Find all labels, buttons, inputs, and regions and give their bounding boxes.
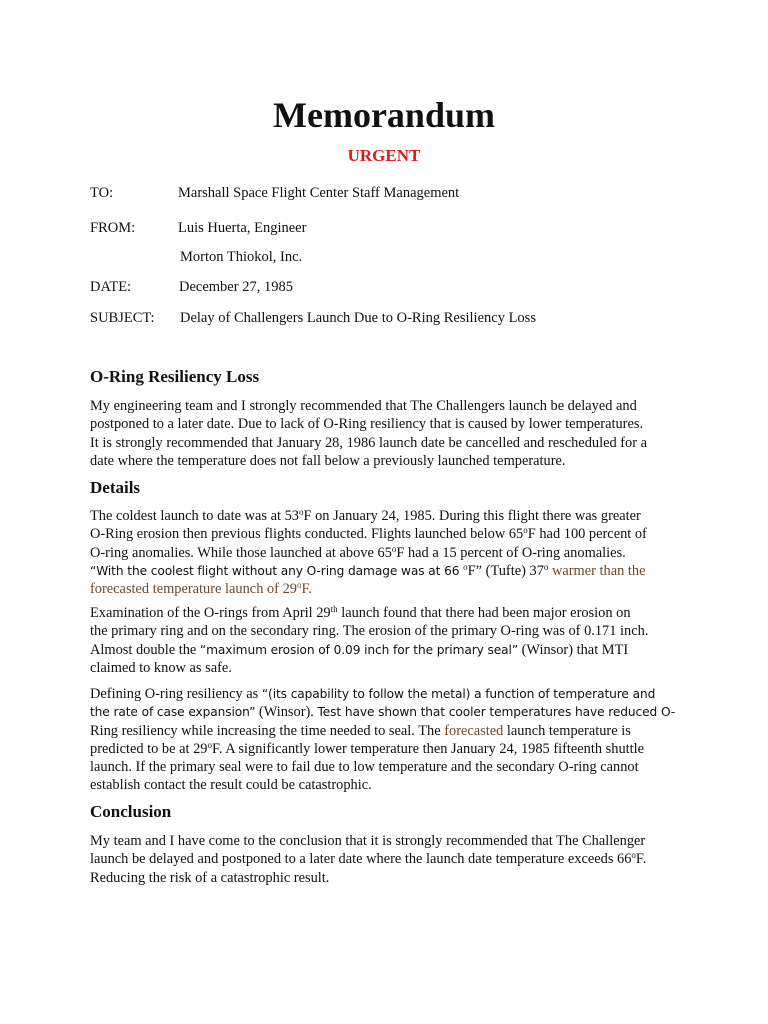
paragraph-line: Almost double the “maximum erosion of 0.09 inch for the primary seal” (Winsor) that MTI: [90, 641, 629, 658]
section-heading-conclusion: Conclusion: [90, 802, 172, 821]
paragraph-line: O-ring anomalies. While those launched at above 65$^o$F had a 15 percent of O-ring anomalies.: [90, 543, 626, 561]
details-paragraph-1: [90, 507, 682, 598]
document-title: Memorandum: [273, 95, 495, 135]
paragraph-line: forecasted temperature launch of 29$^o$F.: [90, 580, 312, 598]
paragraph-line: postponed to a later date. Due to lack of O-Ring resiliency that is caused by lower temperatures.: [90, 416, 644, 433]
paragraph-line: predicted to be at 29$^o$F. A significantly lower temperature then January 24, 1985 fifteenth shuttle: [90, 739, 645, 757]
quote-text: “With the coolest flight without any O-ring damage was at 66: [90, 563, 464, 578]
section-heading-resiliency: O-Ring Resiliency Loss: [90, 367, 260, 386]
superscript: th: [330, 604, 338, 614]
paragraph-line: Defining O-ring resiliency as “(its capability to follow the metal) a function of temperature and: [90, 686, 656, 702]
details-paragraph-2: [90, 604, 682, 677]
paragraph-line: “With the coolest flight without any O-ring damage was at 66 $^o$F” (Tufte) 37$^o$ warmer than the: [90, 561, 646, 579]
from-label: FROM:: [90, 220, 136, 236]
paragraph-line: the rate of case expansion” (Winsor). Test have shown that cooler temperatures have reduced O-: [90, 704, 676, 721]
paragraph-line: the primary ring and on the secondary ring. The erosion of the primary O-ring was of 0.171 inch.: [90, 623, 649, 640]
date-value: December 27, 1985: [179, 279, 293, 295]
section-heading-details: Details: [90, 478, 141, 497]
paragraph-line: launch be delayed and postponed to a later date where the launch date temperature exceeds 66$^o$F.: [90, 850, 647, 868]
paragraph-line: Ring resiliency while increasing the time needed to seal. The forecasted launch temperature is: [90, 722, 631, 739]
quote-text: “maximum erosion of 0.09 inch for the primary seal”: [199, 642, 519, 657]
resiliency-paragraph: [90, 397, 682, 470]
paragraph-line: Examination of the O-rings from April 29th launch found that there had been major erosion on: [90, 604, 631, 621]
quote-text: the rate of case expansion”: [90, 705, 256, 720]
conclusion-paragraph: [90, 832, 682, 887]
degree-symbol: o: [391, 543, 397, 554]
paragraph-line: establish contact the result could be catastrophic.: [90, 777, 372, 794]
from-value-company: Morton Thiokol, Inc.: [180, 249, 303, 265]
to-value: Marshall Space Flight Center Staff Management: [178, 185, 460, 201]
paragraph-line: date where the temperature does not fall below a previously launched temperature.: [90, 452, 566, 469]
to-label: TO:: [90, 185, 114, 201]
date-label: DATE:: [90, 279, 132, 295]
paragraph-line: Reducing the risk of a catastrophic result.: [90, 869, 330, 886]
paragraph-line: O-Ring erosion then previous flights conducted. Flights launched below 65$^o$F had 100 percent of: [90, 525, 647, 543]
degree-symbol: o: [299, 507, 304, 517]
paragraph-line: claimed to know as safe.: [90, 659, 232, 676]
subject-value: Delay of Challengers Launch Due to O-Ring Resiliency Loss: [180, 310, 536, 326]
from-value-name: Luis Huerta, Engineer: [178, 220, 307, 236]
subject-label: SUBJECT:: [90, 310, 155, 326]
degree-symbol: o: [296, 580, 302, 591]
degree-symbol: o: [523, 525, 528, 536]
degree-symbol: o: [631, 850, 636, 861]
paragraph-line: launch. If the primary seal were to fail due to low temperature and the secondary O-ring cannot: [90, 759, 639, 776]
quote-text: Test have shown that cooler temperatures have reduced O-: [317, 705, 676, 720]
paragraph-line: My team and I have come to the conclusion that it is strongly recommended that The Challenger: [90, 833, 646, 849]
degree-symbol: o: [207, 739, 212, 750]
paragraph-line: The coldest launch to date was at 53$^o$F on January 24, 1985. During this flight there was greater: [90, 507, 641, 524]
urgent-label: URGENT: [347, 146, 421, 165]
paragraph-line: It is strongly recommended that January 28, 1986 launch date be cancelled and rescheduled for a: [90, 434, 648, 451]
degree-symbol: o: [463, 561, 468, 572]
details-paragraph-3: [90, 685, 682, 795]
degree-symbol: o: [543, 561, 549, 572]
paragraph-line: My engineering team and I strongly recommended that The Challengers launch be delayed and: [90, 398, 637, 414]
quote-text: “(its capability to follow the metal) a function of temperature and: [261, 687, 656, 701]
